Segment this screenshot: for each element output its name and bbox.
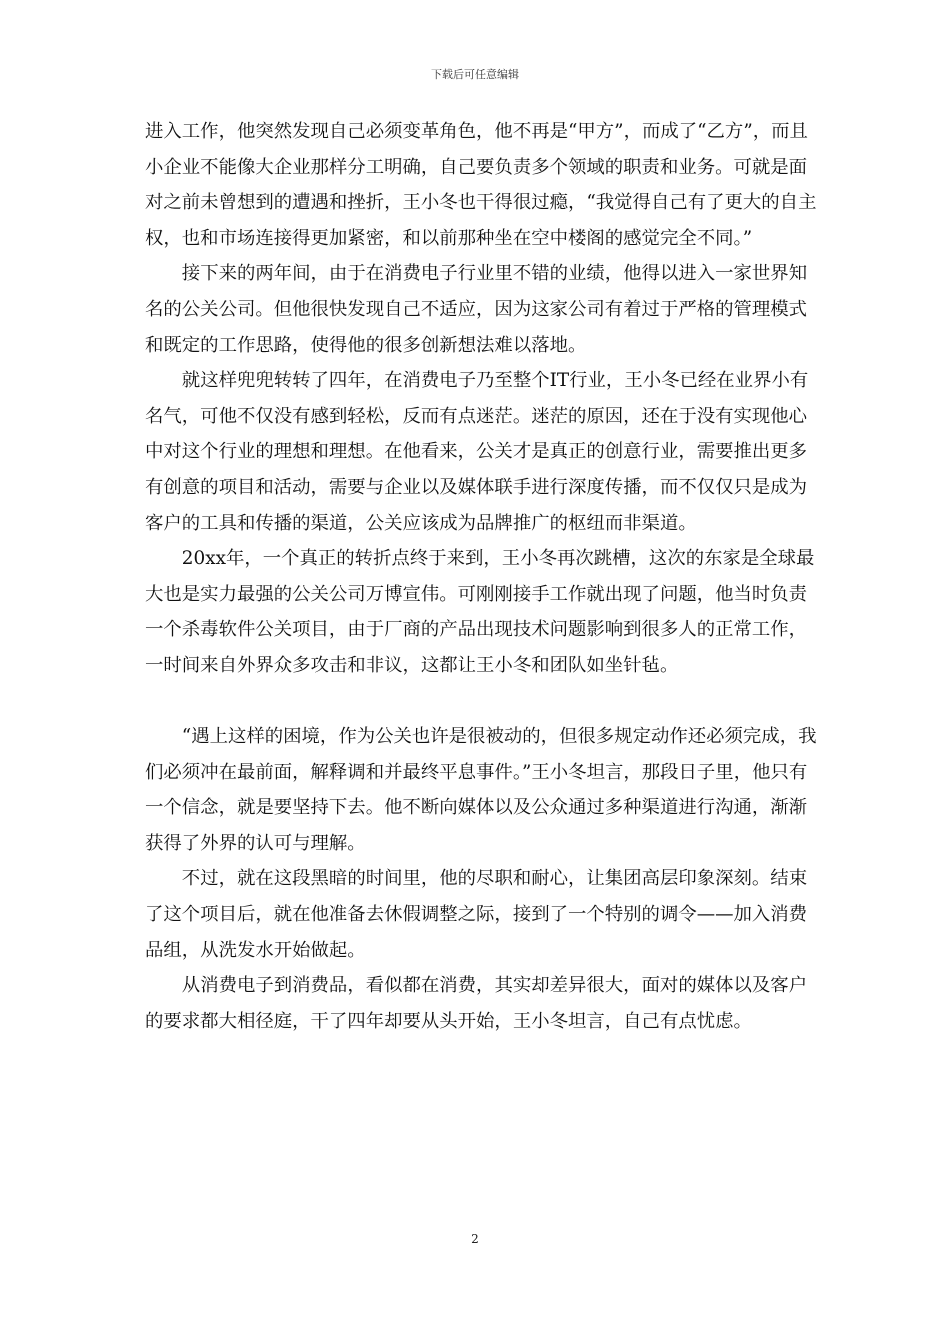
paragraph-spacer <box>145 684 825 720</box>
paragraph-5: “遇上这样的困境，作为公关也许是很被动的，但很多规定动作还必须完成，我们必须冲在最前面，解释调和并最终平息事件。”王小冬坦言，那段日子里，他只有一个信念，就是要坚持下去。他不断向媒体以及公众通过多种渠道进行沟通，渐渐获得了外界的认可与理解。 <box>145 726 817 854</box>
document-body <box>145 114 825 1039</box>
paragraph-1: 进入工作，他突然发现自己必须变革角色，他不再是“甲方”，而成了“乙方”，而且小企业不能像大企业那样分工明确，自己要负责多个领域的职责和业务。可就是面对之前未曾想到的遭遇和挫折，王小冬也干得很过瘾，“我觉得自己有了更大的自主权，也和市场连接得更加紧密，和以前那种坐在空中楼阁的感觉完全不同。” <box>145 121 817 249</box>
page-header: 下载后可任意编辑 <box>431 68 519 81</box>
paragraph-7: 从消费电子到消费品，看似都在消费，其实却差异很大，面对的媒体以及客户的要求都大相径庭，干了四年却要从头开始，王小冬坦言，自己有点忧虑。 <box>145 975 808 1032</box>
paragraph-3: 就这样兜兜转转了四年，在消费电子乃至整个IT行业，王小冬已经在业界小有名气，可他不仅没有感到轻松，反而有点迷茫。迷茫的原因，还在于没有实现他心中对这个行业的理想和理想。在他看来，公关才是真正的创意行业，需要推出更多有创意的项目和活动，需要与企业以及媒体联手进行深度传播，而不仅仅只是成为客户的工具和传播的渠道，公关应该成为品牌推广的枢纽而非渠道。 <box>145 370 809 534</box>
paragraph-2: 接下来的两年间，由于在消费电子行业里不错的业绩，他得以进入一家世界知名的公关公司。但他很快发现自己不适应，因为这家公司有着过于严格的管理模式和既定的工作思路，使得他的很多创新想法难以落地。 <box>145 263 808 356</box>
page-number: 2 <box>471 1232 479 1246</box>
paragraph-4: 20xx年，一个真正的转折点终于来到，王小冬再次跳槽，这次的东家是全球最大也是实力最强的公关公司万博宣伟。可刚刚接手工作就出现了问题，他当时负责一个杀毒软件公关项目，由于厂商的产品出现技术问题影响到很多人的正常工作，一时间来自外界众多攻击和非议，这都让王小冬和团队如坐针毡。 <box>145 548 815 676</box>
paragraph-6: 不过，就在这段黑暗的时间里，他的尽职和耐心，让集团高层印象深刻。结束了这个项目后，就在他准备去休假调整之际，接到了一个特别的调令——加入消费品组，从洗发水开始做起。 <box>145 868 808 961</box>
